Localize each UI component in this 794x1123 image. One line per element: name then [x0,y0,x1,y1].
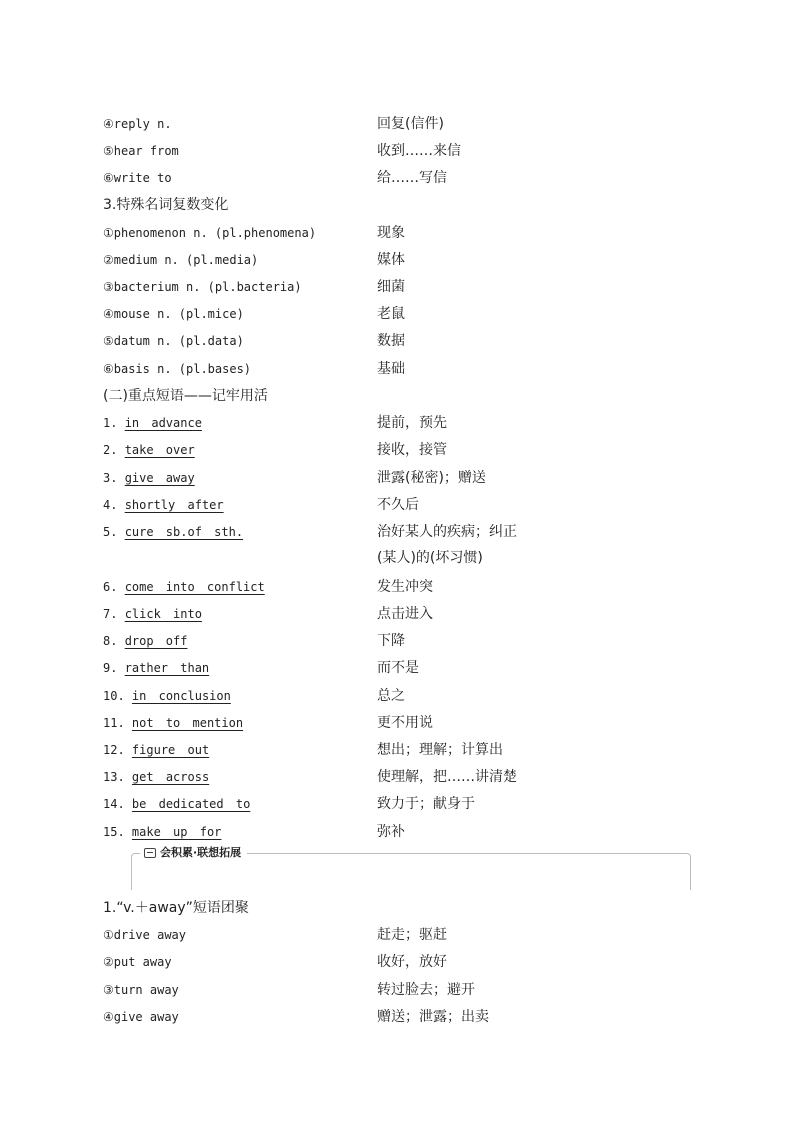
phrase-number: 2. [103,443,118,457]
word-chinese: 数据 [377,333,405,349]
phrase-number: 3. [103,471,118,485]
phrase-chinese: 更不用说 [377,715,433,731]
phrase-row [0,768,794,795]
phrase-number: 5. [103,525,118,539]
phrase-chinese: 想出；理解；计算出 [377,742,503,758]
phrase-answer: rather than [124,661,210,675]
word-english: ③bacterium n. (pl.bacteria) [103,280,302,294]
word-row [0,224,794,251]
phrase-chinese: 发生冲突 [377,579,433,595]
section-heading-row [0,899,794,926]
phrase-number: 11. [103,716,125,730]
word-english: ⑤datum n. (pl.data) [103,334,244,348]
section-heading: 1.“v.＋away”短语团聚 [103,900,249,916]
phrase-row [0,632,794,659]
phrase-answer: not to mention [131,716,244,730]
phrase-row [0,823,794,850]
phrase-row [0,523,794,577]
word-english: ④mouse n. (pl.mice) [103,307,244,321]
phrase-row [0,795,794,822]
word-row [0,142,794,169]
word-chinese: 媒体 [377,252,405,268]
word-row [0,305,794,332]
phrase-answer: drop off [124,634,188,648]
phrase-answer: be dedicated to [131,797,251,811]
phrase-english [103,469,195,487]
phrase-answer: shortly after [124,498,224,512]
word-row [0,981,794,1008]
word-english: ②put away [103,955,172,969]
phrase-answer: take over [124,443,195,457]
phrase-english [103,441,195,459]
word-english: ①phenomenon n. (pl.phenomena) [103,226,317,240]
phrase-chinese: 提前，预先 [377,415,447,431]
phrase-row [0,605,794,632]
phrase-chinese: 治好某人的疾病；纠正 [377,524,517,540]
word-row [0,251,794,278]
phrase-number: 12. [103,743,125,757]
word-english: ⑤hear from [103,144,179,158]
phrase-english [103,768,209,786]
phrase-english [103,687,231,705]
word-row [0,360,794,387]
phrase-english [103,795,250,813]
phrase-row [0,414,794,441]
word-chinese: 转过脸去；避开 [377,982,475,998]
phrase-number: 14. [103,797,125,811]
word-english: ④give away [103,1010,179,1024]
word-chinese: 给……写信 [377,170,447,186]
phrase-answer: in advance [124,416,202,430]
phrase-chinese-continued: (某人)的(坏习惯) [377,550,483,566]
word-english: ③turn away [103,983,179,997]
word-row [0,926,794,953]
phrase-chinese: 致力于；献身于 [377,796,475,812]
word-chinese: 老鼠 [377,306,405,322]
phrase-row [0,578,794,605]
word-chinese: 收好，放好 [377,954,447,970]
word-english: ⑥basis n. (pl.bases) [103,362,252,376]
phrase-number: 8. [103,634,118,648]
phrase-english [103,496,224,514]
expand-box [131,846,691,890]
phrase-number: 1. [103,416,118,430]
expand-box-title-text: 会积累·联想拓展 [160,846,242,859]
word-english: ②medium n. (pl.media) [103,253,259,267]
word-english: ①drive away [103,928,187,942]
phrase-english [103,741,209,759]
phrase-number: 4. [103,498,118,512]
phrase-number: 15. [103,825,125,839]
phrase-english [103,523,243,541]
phrase-chinese: 泄露(秘密)；赠送 [377,470,486,486]
word-row [0,115,794,142]
word-chinese: 收到……来信 [377,143,461,159]
word-english: ④reply n. [103,117,172,131]
phrase-chinese: 使理解，把……讲清楚 [377,769,517,785]
phrase-english [103,578,265,596]
phrase-answer: cure sb.of sth. [124,525,244,539]
phrase-english [103,714,243,732]
phrase-english [103,414,202,432]
phrase-chinese: 总之 [377,688,405,704]
section-heading-row [0,387,794,414]
word-chinese: 回复(信件) [377,116,444,132]
phrase-number: 9. [103,661,118,675]
phrase-english [103,823,221,841]
phrase-answer: in conclusion [131,689,231,703]
section-heading: 3.特殊名词复数变化 [103,197,229,213]
word-row [0,953,794,980]
word-chinese: 细菌 [377,279,405,295]
section-heading-row [0,196,794,223]
phrase-row [0,441,794,468]
phrase-chinese: 下降 [377,633,405,649]
section-heading: (二)重点短语——记牢用活 [103,388,268,404]
expand-box-title [140,845,247,861]
word-row [0,278,794,305]
phrase-row [0,659,794,686]
phrase-row [0,741,794,768]
phrase-row [0,496,794,523]
phrase-answer: come into conflict [124,580,265,594]
phrase-english [103,632,187,650]
word-chinese: 赶走；驱赶 [377,927,447,943]
phrase-number: 13. [103,770,125,784]
phrase-english [103,659,209,677]
phrase-number: 10. [103,689,125,703]
phrase-number: 6. [103,580,118,594]
word-row [0,169,794,196]
phrase-chinese: 接收，接管 [377,442,447,458]
phrase-answer: make up for [131,825,222,839]
word-english: ⑥write to [103,171,172,185]
phrase-answer: click into [124,607,202,621]
phrase-row [0,714,794,741]
phrase-chinese: 不久后 [377,497,419,513]
phrase-number: 7. [103,607,118,621]
phrase-answer: give away [124,471,195,485]
book-icon [144,848,156,858]
phrase-chinese: 弥补 [377,824,405,840]
phrase-row [0,687,794,714]
phrase-chinese: 点击进入 [377,606,433,622]
phrase-answer: get across [131,770,210,784]
word-chinese: 基础 [377,361,405,377]
word-chinese: 现象 [377,225,405,241]
word-row [0,1008,794,1035]
word-chinese: 赠送；泄露；出卖 [377,1009,489,1025]
phrase-chinese: 而不是 [377,660,419,676]
phrase-row [0,469,794,496]
phrase-english [103,605,202,623]
phrase-answer: figure out [131,743,210,757]
word-row [0,332,794,359]
